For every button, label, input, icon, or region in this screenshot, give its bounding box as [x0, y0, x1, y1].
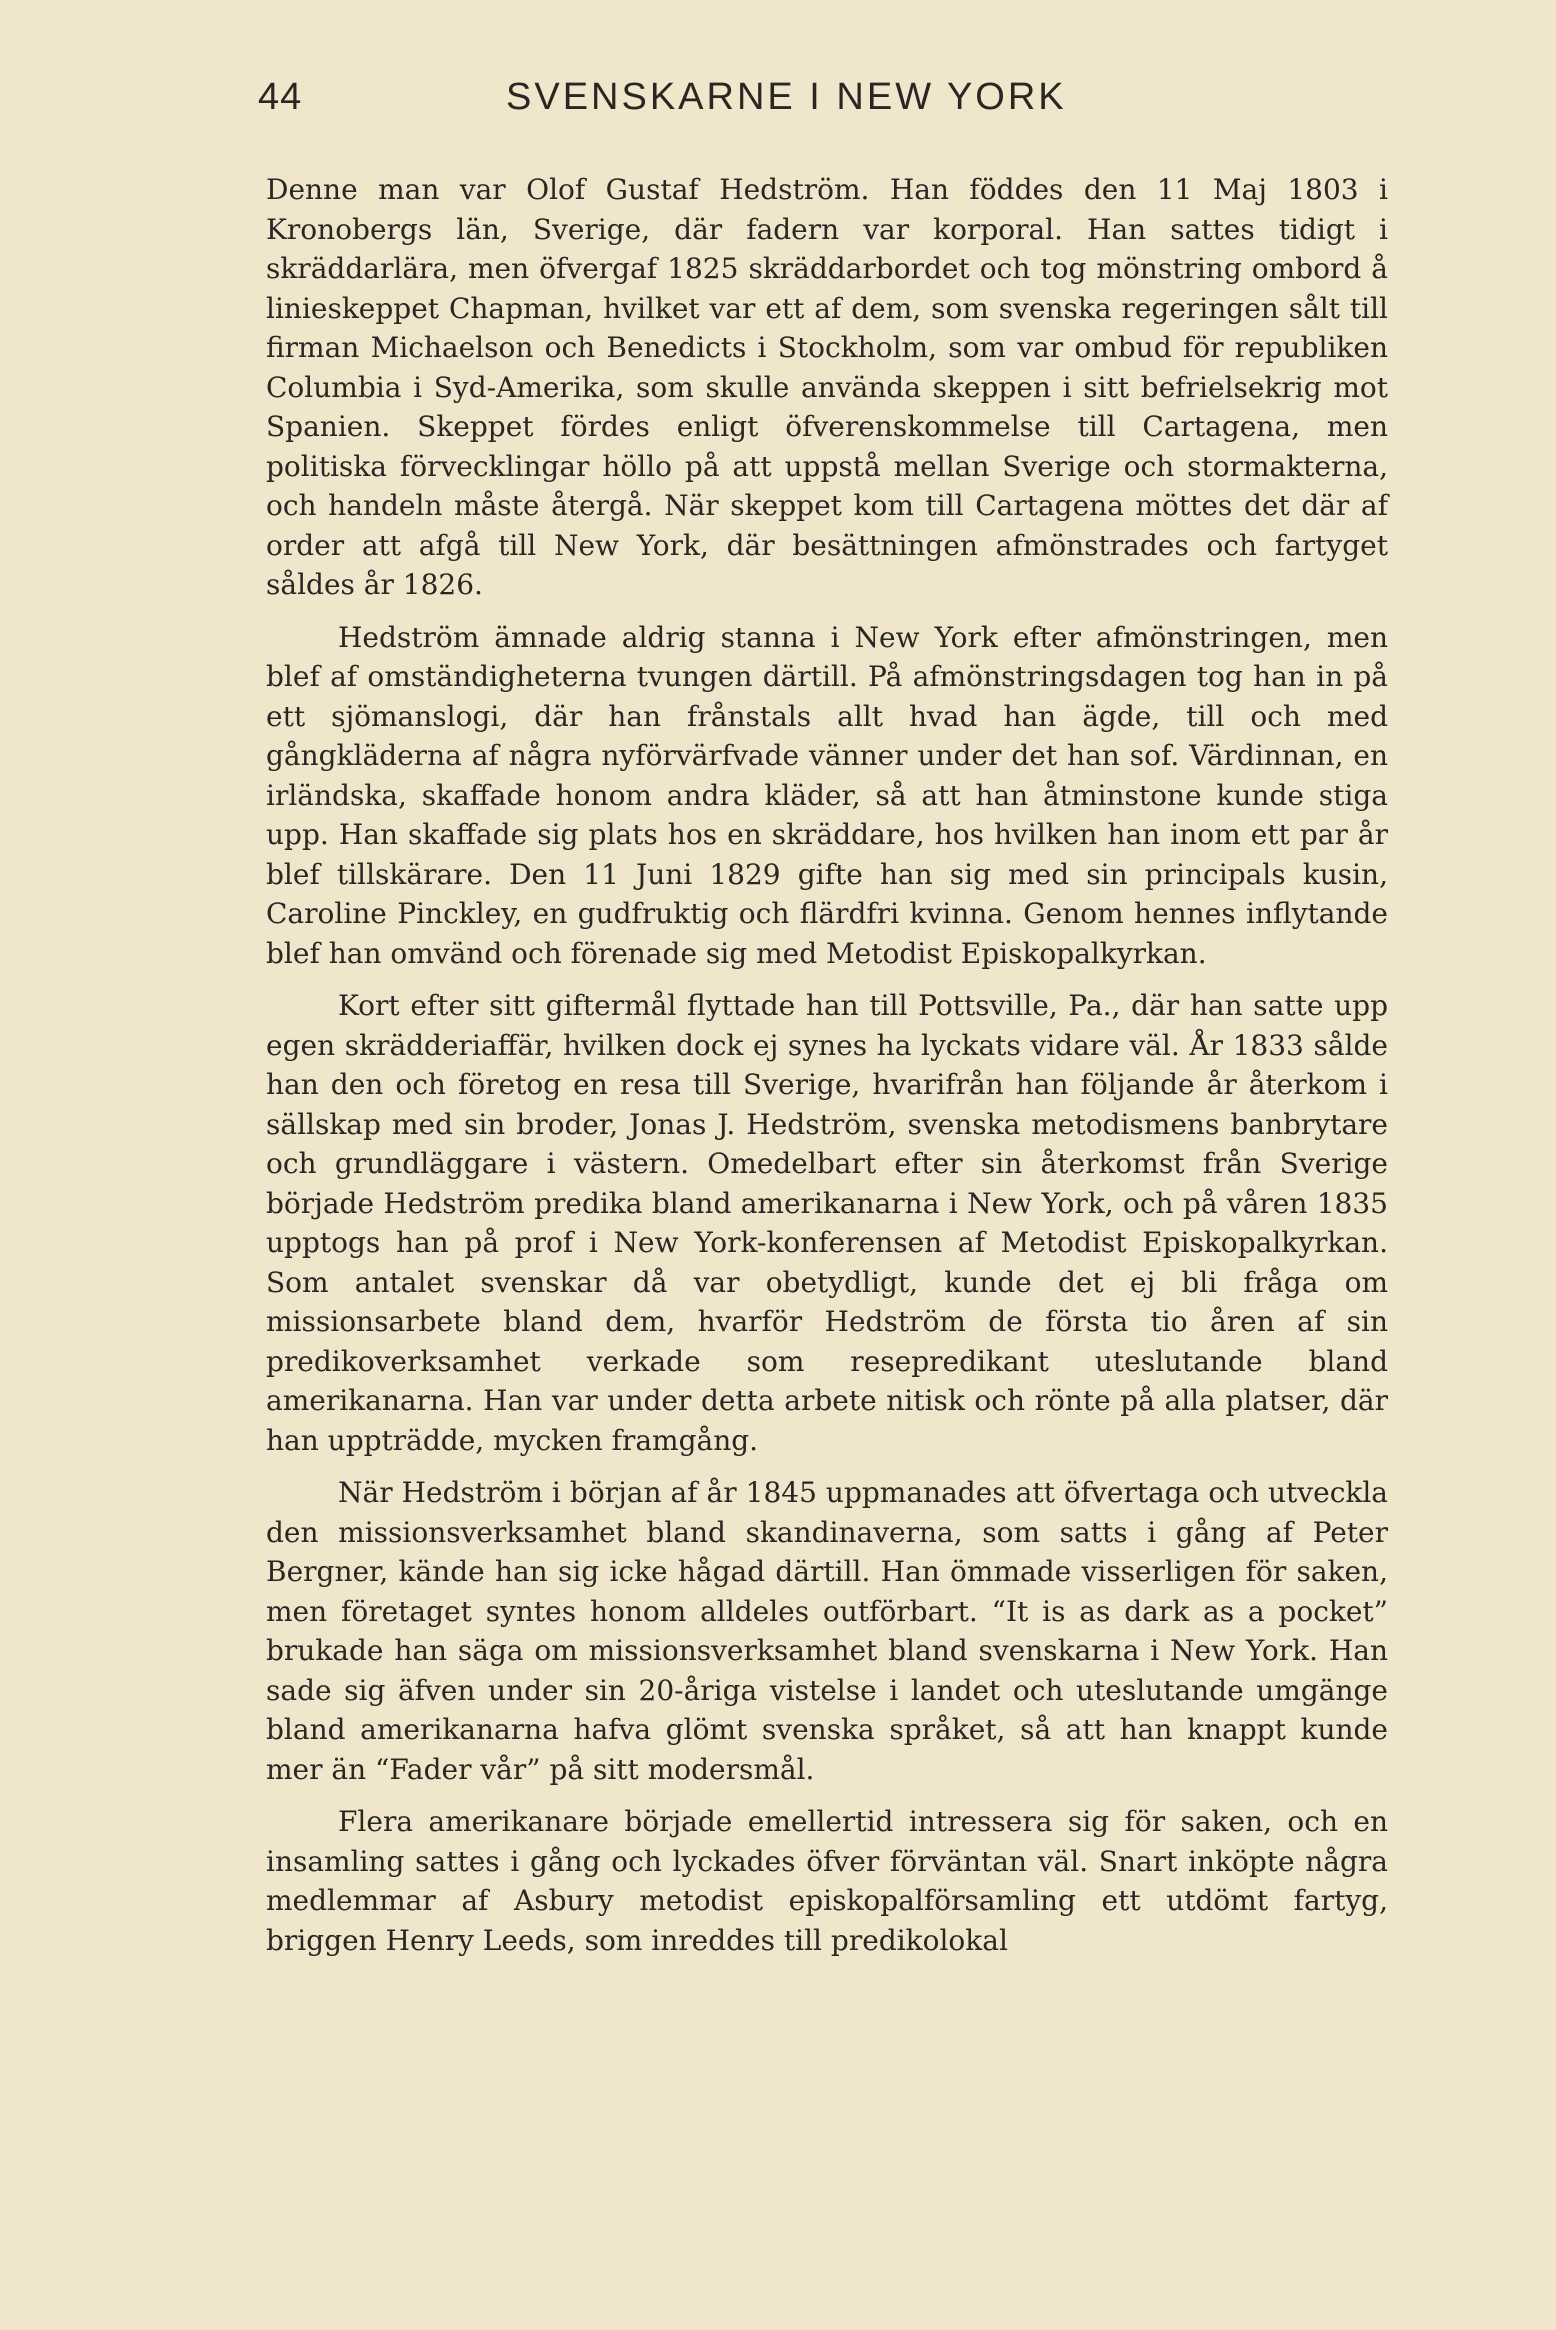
- paragraph: Kort efter sitt giftermål flyttade han till Pottsville, Pa., där han satte upp egen skrädderiaffär, hvilken dock ej synes ha lyckats vidare väl. År 1833 sålde han den och företog en resa till Sverige, hvarifrån han följande år återkom i sällskap med sin broder, Jonas J. Hedström, svenska metodismens banbrytare och grundläggare i västern. Omedelbart efter sin återkomst från Sverige började Hedström predika bland amerikanarna i New York, och på våren 1835 upptogs han på prof i New York-konferensen af Metodist Episkopalkyrkan. Som antalet svenskar då var obetydligt, kunde det ej bli fråga om missionsarbete bland dem, hvarför Hedström de första tio åren af sin predikoverksamhet verkade som resepredikant uteslutande bland amerikanarna. Han var under detta arbete nitisk och rönte på alla platser, där han uppträdde, mycken framgång.: [266, 989, 1388, 1457]
- paragraph: Denne man var Olof Gustaf Hedström. Han föddes den 11 Maj 1803 i Kronobergs län, Sverige, där fadern var korporal. Han sattes tidigt i skräddarlära, men öfvergaf 1825 skräddarbordet och tog mönstring ombord å linieskeppet Chapman, hvilket var ett af dem, som svenska regeringen sålt till firman Michaelson och Benedicts i Stockholm, som var ombud för republiken Columbia i Syd-Amerika, som skulle använda skeppen i sitt befrielsekrig mot Spanien. Skeppet fördes enligt öfverenskommelse till Cartagena, men politiska förvecklingar höllo på att uppstå mellan Sverige och stormakterna, och handeln måste återgå. När skeppet kom till Cartagena möttes det där af order att afgå till New York, där besättningen afmönstrades och fartyget såldes år 1826.: [266, 173, 1388, 601]
- body-text: [266, 170, 1388, 1960]
- page-header: [258, 76, 1398, 136]
- running-head: SVENSKARNE I NEW YORK: [506, 76, 1067, 118]
- paragraph: När Hedström i början af år 1845 uppmanades att öfvertaga och utveckla den missionsverksamhet bland skandinaverna, som satts i gång af Peter Bergner, kände han sig icke hågad därtill. Han ömmade visserligen för saken, men företaget syntes honom alldeles outförbart. “It is as dark as a pocket” brukade han säga om missionsverksamhet bland svenskarna i New York. Han sade sig äfven under sin 20-åriga vistelse i landet och uteslutande umgänge bland amerikanarna hafva glömt svenska språket, så att han knappt kunde mer än “Fader vår” på sitt modersmål.: [266, 1476, 1388, 1786]
- page-number: 44: [258, 76, 303, 118]
- paragraph: Hedström ämnade aldrig stanna i New York efter afmönstringen, men blef af omständigheterna tvungen därtill. På afmönstringsdagen tog han in på ett sjömanslogi, där han frånstals allt hvad han ägde, till och med gångkläderna af några nyförvärfvade vänner under det han sof. Värdinnan, en irländska, skaffade honom andra kläder, så att han åtminstone kunde stiga upp. Han skaffade sig plats hos en skräddare, hos hvilken han inom ett par år blef tillskärare. Den 11 Juni 1829 gifte han sig med sin principals kusin, Caroline Pinckley, en gudfruktig och flärdfri kvinna. Genom hennes inflytande blef han omvänd och förenade sig med Metodist Episkopalkyrkan.: [266, 620, 1388, 970]
- paragraph: Flera amerikanare började emellertid intressera sig för saken, och en insamling sattes i gång och lyckades öfver förväntan väl. Snart inköpte några medlemmar af Asbury metodist episkopalförsamling ett utdömt fartyg, briggen Henry Leeds, som inreddes till predikolokal: [266, 1805, 1388, 1957]
